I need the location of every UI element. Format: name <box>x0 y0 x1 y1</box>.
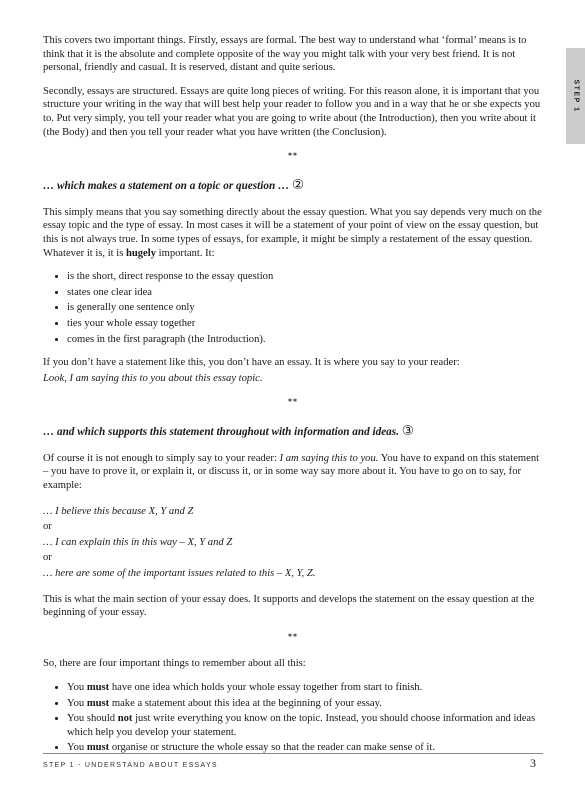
example-line: … I can explain this in this way – X, Y and Z <box>43 536 233 548</box>
heading-statement <box>43 177 543 194</box>
paragraph-four-things: So, there are four important things to remember about all this: <box>43 658 306 670</box>
paragraph-text: This simply means that you say something directly about the essay question. What you say depends very much on the essay topic and the type of essay. In most cases it will be a statement of your point of view on the essay question, but this is not always true. In some types of essays, for example, it might be simply a restatement of the essay question. Whatever it is, it is <box>43 206 542 259</box>
example-line: … here are some of the important issues related to this – X, Y, Z. <box>43 568 316 580</box>
list-item: • You must organise or structure the whole essay so that the reader can make sense of it. <box>67 741 543 755</box>
circled-number-2: ② <box>291 176 305 192</box>
example-or: or <box>43 521 52 533</box>
example-or: or <box>43 552 52 564</box>
list-item: • states one clear idea <box>67 286 543 300</box>
circled-number-3: ③ <box>401 422 414 438</box>
footer-divider <box>43 753 543 754</box>
page-body <box>43 34 543 765</box>
list-item: • You should not just write everything you know on the topic. Instead, you should choose information and ideas which help you develop your statement. <box>67 712 543 739</box>
paragraph-text: Of course it is not enough to simply say to your reader: <box>43 452 280 464</box>
paragraph-structured: Secondly, essays are structured. Essays are quite long pieces of writing. For this reason alone, it is important that you structure your writing in the way that will best help your reader to follow you and in a way that he or she expects you to. Put very simply, you tell your reader what you are going to write about (the Introduction), then you write about it (the Body) and then you tell your reader what you have written (the Conclusion). <box>43 85 541 138</box>
section-separator: ** <box>288 397 298 407</box>
list-item: • comes in the first paragraph (the Introduction). <box>67 333 543 347</box>
footer-section-title: STEP 1 - UNDERSTAND ABOUT ESSAYS <box>43 762 218 769</box>
list-item: • You must make a statement about this idea at the beginning of your essay. <box>67 697 543 711</box>
emphasis-hugely: hugely <box>125 247 156 259</box>
four-things-list <box>43 681 543 755</box>
example-line: … I believe this because X, Y and Z <box>43 505 194 517</box>
paragraph-expand <box>43 452 543 493</box>
list-item: • ties your whole essay together <box>67 317 543 331</box>
example-lines <box>43 505 543 581</box>
section-separator: ** <box>288 151 298 161</box>
paragraph-statement-explained <box>43 206 543 260</box>
paragraph-main-section: This is what the main section of your essay does. It supports and develops the statement on the essay question at the beginning of your essay. <box>43 593 535 619</box>
paragraph-formal: This covers two important things. Firstly, essays are formal. The best way to understand what ‘formal’ means is to think that it is the absolute and complete opposite of the way you might talk with your very best friend. It is not personal, friendly and casual. It is reserved, distant and quite serious. <box>43 35 527 74</box>
section-separator: ** <box>288 631 298 641</box>
list-item: • You must have one idea which holds your whole essay together from start to finish. <box>67 681 543 695</box>
paragraph-text: important. It: <box>156 247 215 259</box>
heading-statement-text: … which makes a statement on a topic or question … <box>43 179 290 192</box>
list-item: • is generally one sentence only <box>67 301 543 315</box>
page-number: 3 <box>530 756 536 770</box>
step-side-tab <box>566 48 585 144</box>
heading-supports <box>43 423 543 440</box>
italic-phrase: I am saying this to you. <box>279 452 379 464</box>
paragraph-text: You have to expand on this statement – you have to prove it, or explain it, or discuss it, or in some way say more about it. You have to go on to say, for example: <box>43 452 540 492</box>
statement-properties-list <box>43 270 543 346</box>
list-item: • is the short, direct response to the essay question <box>67 270 543 284</box>
paragraph-no-statement: If you don’t have a statement like this, you don’t have an essay. It is where you say to your reader: <box>43 357 460 369</box>
heading-supports-text: … and which supports this statement throughout with information and ideas. <box>43 425 399 438</box>
step-side-tab-label: STEP 1 <box>572 79 579 113</box>
italic-quote: Look, I am saying this to you about this essay topic. <box>43 372 263 384</box>
